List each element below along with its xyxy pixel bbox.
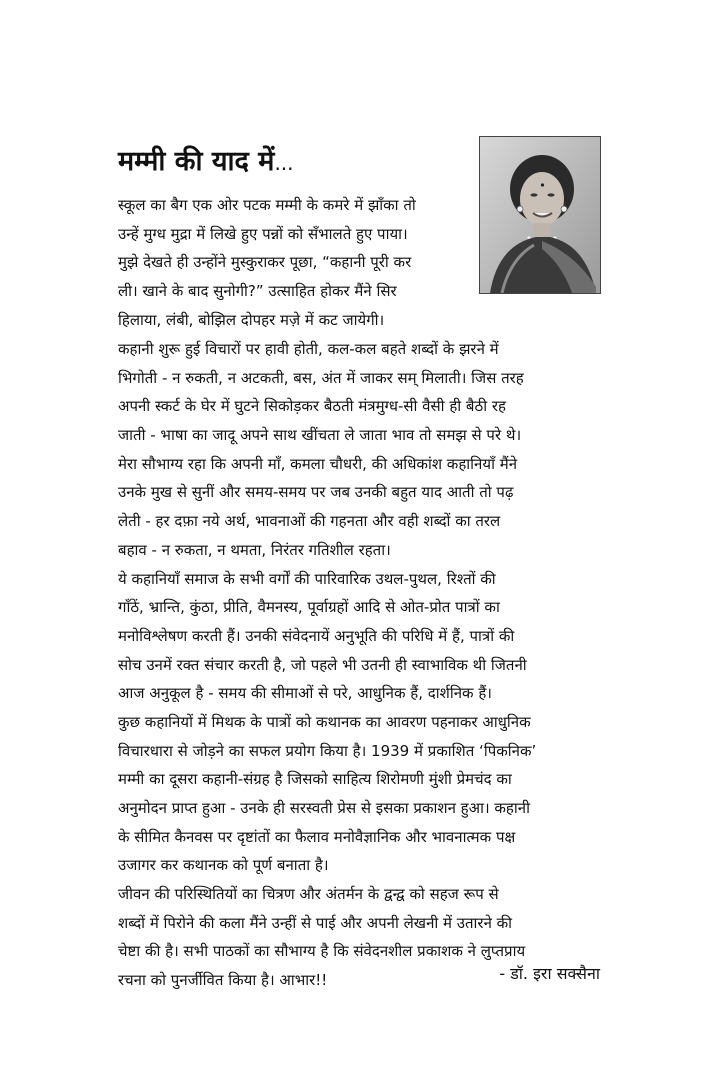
text-line: विचारधारा से जोड़ने का सफल प्रयोग किया है। 1939 में प्रकाशित ‘पिकनिक’ — [118, 741, 537, 760]
text-line: अनुमोदन प्राप्त हुआ - उनके ही सरस्वती प्रेस से इसका प्रकाशन हुआ। कहानी — [118, 799, 530, 817]
intro-paragraph — [118, 191, 470, 334]
text-line: ये कहानियाँ समाज के सभी वर्गों की पारिवारिक उथल-पुथल, रिश्तों की — [118, 569, 496, 588]
text-line: लेती - हर दफ़ा नये अर्थ, भावनाओं की गहनता और वही शब्दों का तरल — [118, 512, 501, 531]
text-line: जाती - भाषा का जादू अपने साथ खींचता ले जाता भाव तो समझ से परे थे। — [118, 426, 522, 445]
text-line: सोच उनमें रक्त संचार करती है, जो पहले भी उतनी ही स्वाभाविक थी जितनी — [118, 655, 527, 674]
text-line: मम्मी का दूसरा कहानी-संग्रह है जिसको साहित्य शिरोमणी मुंशी प्रेमचंद का — [118, 770, 512, 789]
author-portrait-photo — [479, 136, 601, 294]
text-line: रचना को पुनर्जीवित किया है। आभार!! — [118, 971, 328, 990]
text-line: चेष्टा की है। सभी पाठकों का सौभाग्य है कि संवेदनशील प्रकाशक ने लुप्तप्राय — [118, 942, 526, 961]
text-line: मेरा सौभाग्य रहा कि अपनी माँ, कमला चौधरी, की अधिकांश कहानियाँ मैंने — [118, 454, 518, 473]
text-line: मुझे देखते ही उन्होंने मुस्कुराकर पूछा, “कहानी पूरी कर — [118, 253, 412, 272]
text-line: आज अनुकूल है - समय की सीमाओं से परे, आधुनिक हैं, दार्शनिक हैं। — [118, 684, 492, 703]
text-line: उजागर कर कथानक को पूर्ण बनाता है। — [118, 856, 329, 875]
page-title — [118, 148, 294, 175]
text-line: कुछ कहानियों में मिथक के पात्रों को कथानक का आवरण पहनाकर आधुनिक — [118, 712, 531, 731]
text-line: अपनी स्कर्ट के घेर में घुटने सिकोड़कर बैठती मंत्रमुग्ध-सी वैसी ही बैठी रह — [118, 397, 506, 416]
author-signature: - डॉ. इरा सक्सैना — [499, 964, 600, 983]
text-line: बहाव - न रुकता, न थमता, निरंतर गतिशील रहता। — [118, 540, 391, 559]
text-line: हिलाया, लंबी, बोझिल दोपहर मज़े में कट जायेगी। — [118, 310, 385, 329]
text-line: उन्हें मुग्ध मुद्रा में लिखे हुए पन्नों को सँभालते हुए पाया। — [118, 224, 408, 243]
text-line: कहानी शुरू हुई विचारों पर हावी होती, कल-कल बहते शब्दों के झरने में — [118, 340, 499, 358]
page-title-text: मम्मी की याद में — [118, 146, 275, 177]
author-portrait-icon — [480, 137, 600, 293]
text-line: मनोविश्लेषण करती हैं। उनकी संवेदनायें अनुभूति की परिधि में हैं, पात्रों की — [118, 626, 515, 645]
text-line: के सीमित कैनवस पर दृष्टांतों का फैलाव मनोवैज्ञानिक और भावनात्मक पक्ष — [118, 827, 516, 846]
text-line: शब्दों में पिरोने की कला मैंने उन्हीं से पाई और अपनी लेखनी में उतारने की — [118, 913, 513, 932]
text-line: स्कूल का बैग एक ओर पटक मम्मी के कमरे में झाँका तो — [118, 196, 416, 214]
text-line: जीवन की परिस्थितियों का चित्रण और अंतर्मन के द्वन्द्व को सहज रूप से — [118, 885, 499, 904]
text-line: भिगोती - न रुकती, न अटकती, बस, अंत में जाकर सम् मिलाती। जिस तरह — [118, 368, 524, 387]
text-line: ली। खाने के बाद सुनोगी?” उत्साहित होकर मैंने सिर — [118, 282, 397, 301]
page-title-ellipsis: ... — [274, 151, 294, 175]
text-line: गाँठें, भ्रान्ति, कुंठा, प्रीति, वैमनस्य, पूर्वाग्रहों आदि से ओत-प्रोत पात्रों का — [118, 598, 500, 617]
text-line: उनके मुख से सुनीं और समय-समय पर जब उनकी बहुत याद आती तो पढ़ — [118, 483, 514, 502]
main-paragraphs — [118, 335, 600, 995]
